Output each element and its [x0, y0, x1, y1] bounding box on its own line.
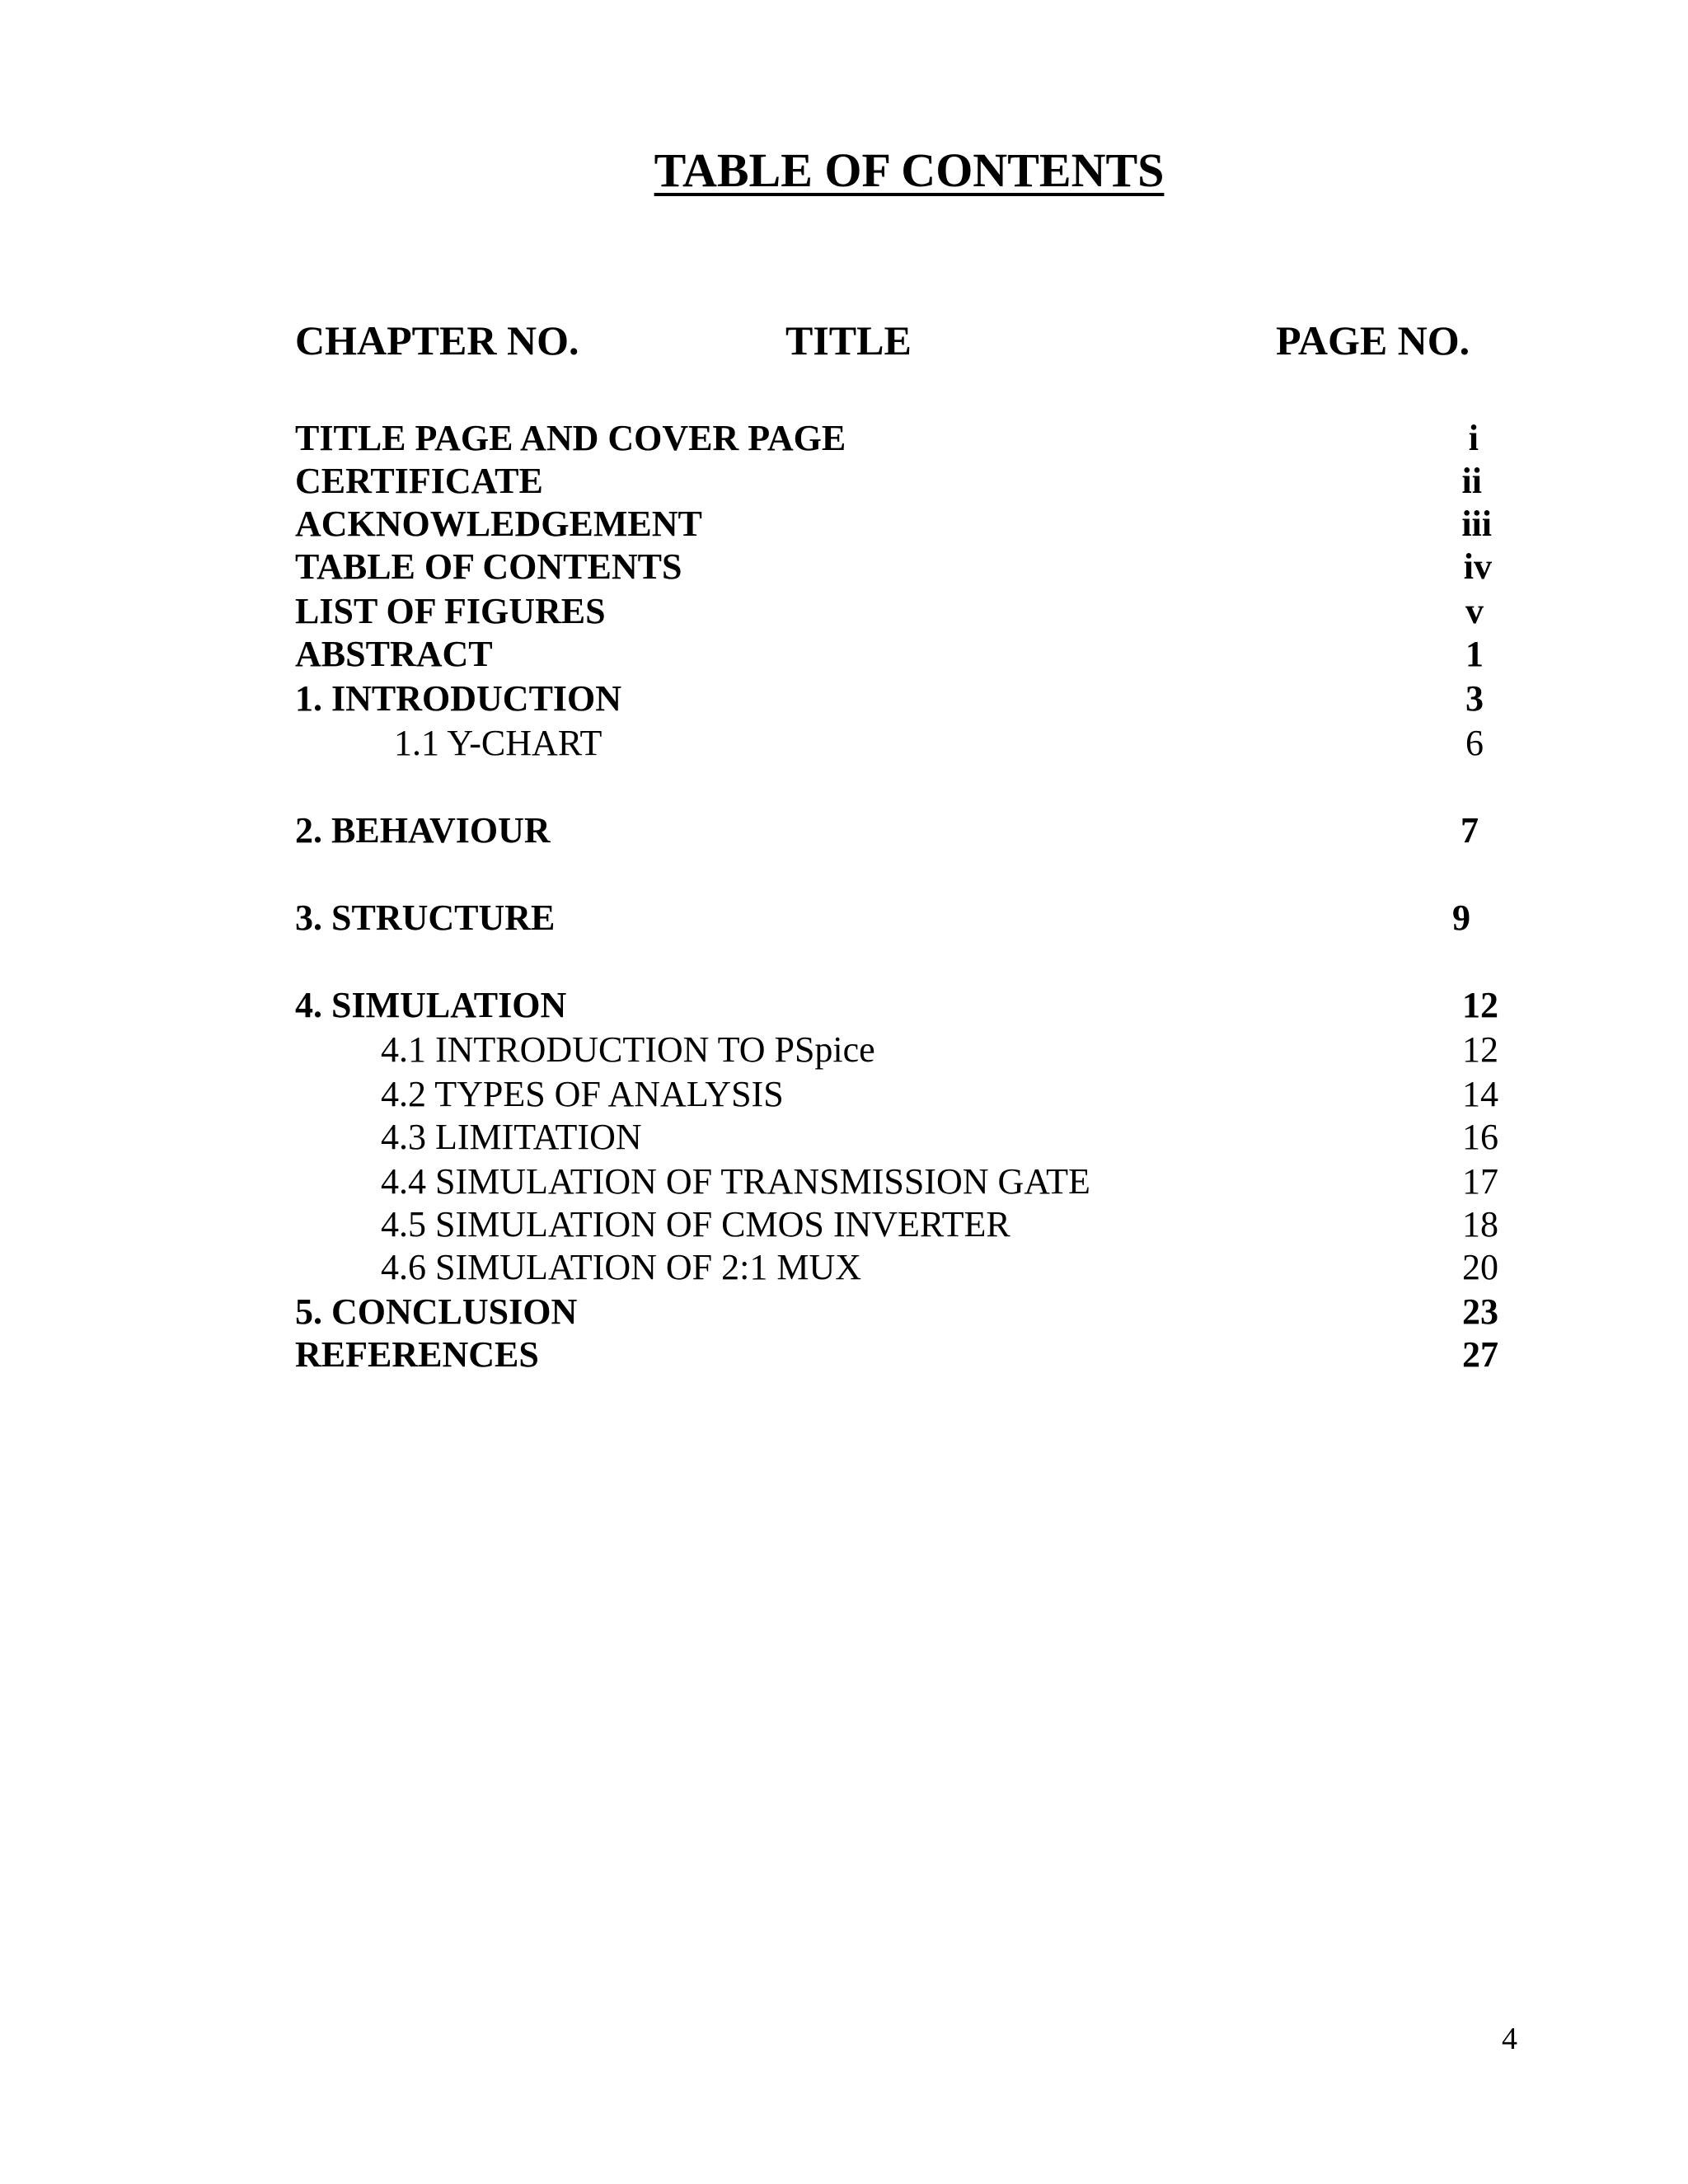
toc-entry-page: 18	[1462, 1204, 1498, 1244]
toc-entry-page: 6	[1465, 723, 1484, 763]
toc-entry-references	[295, 1334, 1498, 1375]
toc-entry-simulation	[295, 987, 1498, 1024]
toc-entry-acknowledgement	[295, 506, 1498, 542]
column-header-chapter-no: CHAPTER NO.	[295, 317, 579, 363]
toc-entry-page: 3	[1465, 678, 1484, 719]
toc-entry-title: 4.1 INTRODUCTION TO PSpice	[381, 1029, 875, 1070]
toc-entry-title: ABSTRACT	[295, 634, 493, 674]
toc-entry-title: 5. CONCLUSION	[295, 1291, 578, 1332]
page-title: TABLE OF CONTENTS	[654, 143, 1165, 197]
toc-entry-title: CERTIFICATE	[295, 461, 543, 501]
toc-entry-title: 4.4 SIMULATION OF TRANSMISSION GATE	[381, 1161, 1090, 1202]
toc-entry-list-of-figures	[295, 593, 1498, 630]
toc-entry-y-chart	[295, 725, 1498, 762]
toc-entry-table-of-contents	[295, 546, 1498, 587]
toc-entry-title: REFERENCES	[295, 1334, 539, 1375]
toc-entry-simulation-of-cmos-inverter	[295, 1204, 1498, 1244]
toc-entry-page: 12	[1462, 1029, 1498, 1070]
toc-entry-page: 27	[1462, 1334, 1498, 1375]
toc-entry-introduction	[295, 678, 1498, 719]
toc-entry-page: ii	[1461, 461, 1482, 501]
page-number: 4	[1502, 2022, 1517, 2056]
toc-entry-title: 4.6 SIMULATION OF 2:1 MUX	[381, 1247, 862, 1287]
toc-entry-title: 4.2 TYPES OF ANALYSIS	[381, 1074, 784, 1114]
column-header-title: TITLE	[785, 317, 912, 363]
toc-entry-certificate	[295, 463, 1498, 499]
toc-entry-title: 4. SIMULATION	[295, 985, 567, 1025]
toc-entry-title: ACKNOWLEDGEMENT	[295, 504, 702, 544]
toc-entry-page: 17	[1462, 1161, 1498, 1202]
toc-entry-limitation	[295, 1119, 1498, 1155]
toc-entry-page: 12	[1462, 985, 1498, 1025]
toc-entry-title: 3. STRUCTURE	[295, 898, 556, 938]
toc-entry-page: i	[1468, 418, 1479, 458]
toc-entry-title: 2. BEHAVIOUR	[295, 810, 551, 851]
toc-entry-title: 4.5 SIMULATION OF CMOS INVERTER	[381, 1204, 1010, 1244]
toc-entry-page: 14	[1462, 1074, 1498, 1114]
toc-entry-page: 23	[1462, 1291, 1498, 1332]
column-header-page-no: PAGE NO.	[1276, 317, 1470, 363]
toc-entry-page: 1	[1465, 634, 1484, 674]
toc-entry-types-of-analysis	[295, 1076, 1498, 1113]
toc-entry-introduction-to-pspice	[295, 1029, 1498, 1070]
toc-entry-page: iv	[1463, 546, 1492, 587]
toc-entry-title-page	[295, 420, 1498, 457]
toc-entry-title: 1. INTRODUCTION	[295, 678, 622, 719]
toc-entry-simulation-of-mux	[295, 1249, 1498, 1286]
toc-entry-structure	[295, 900, 1498, 936]
toc-entry-title: TABLE OF CONTENTS	[295, 546, 682, 587]
toc-entry-page: v	[1465, 591, 1484, 631]
toc-entry-page: iii	[1461, 504, 1492, 544]
toc-entry-conclusion	[295, 1291, 1498, 1332]
toc-entry-title: LIST OF FIGURES	[295, 591, 606, 631]
toc-entry-title: 4.3 LIMITATION	[381, 1117, 642, 1157]
toc-entry-page: 7	[1461, 810, 1479, 851]
toc-entry-page: 20	[1462, 1247, 1498, 1287]
toc-entry-abstract	[295, 636, 1498, 673]
toc-entry-simulation-of-transmission-gate	[295, 1161, 1498, 1202]
toc-entry-page: 9	[1452, 898, 1470, 938]
toc-entry-title: 1.1 Y-CHART	[394, 723, 603, 763]
toc-entry-page: 16	[1462, 1117, 1498, 1157]
toc-entry-title: TITLE PAGE AND COVER PAGE	[295, 418, 846, 458]
toc-entry-behaviour	[295, 810, 1498, 851]
